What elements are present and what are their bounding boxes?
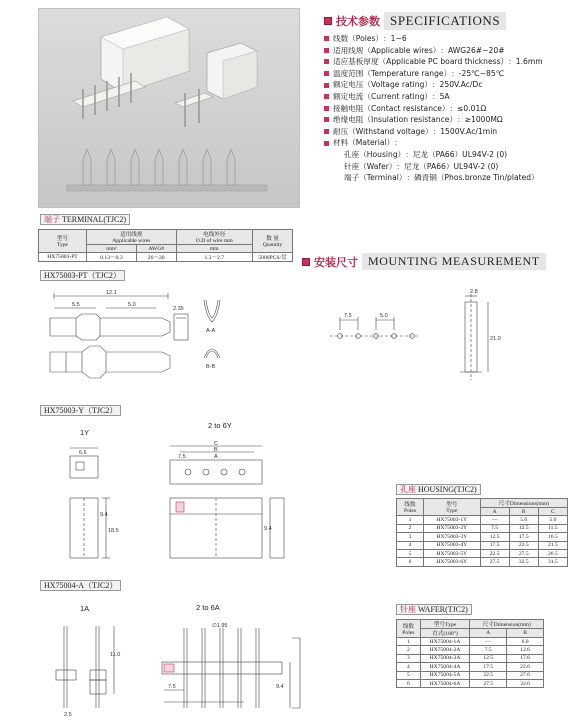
spec-item: 绝缘电阻（Insulation resistance） ：≥1000MΩ — [324, 114, 574, 126]
section-text: A-A — [206, 328, 216, 334]
y-label: HX75003-Y（TJC2） — [40, 405, 121, 416]
dim-text: 2.35 — [173, 306, 184, 312]
product-photo — [38, 8, 300, 208]
housing-y-drawing — [60, 440, 290, 570]
spec-item: 材料（Material） ： — [324, 137, 574, 149]
dim-text: 5.5 — [72, 302, 80, 308]
dim-text: ∅1.95 — [212, 623, 228, 629]
pt-label: HX75003-PT（TJC2） — [40, 270, 125, 281]
dim-text: 18.5 — [108, 528, 119, 534]
bullet-icon — [324, 117, 329, 122]
mounting-header — [302, 253, 546, 270]
table-row: 1 HX75004-1A — 6.0 — [397, 638, 544, 646]
bullet-icon — [324, 94, 329, 99]
material-item: 针座（Wafer） ：尼龙（PA66）UL94V-2 (0) — [344, 161, 499, 171]
wafer-table: 线数 Poles 型号Type 尺寸Dimension(mm) 直式(180°) A B 1 HX75004-1A — 6.0 2 HX75004-2A 7.5 12.6 3 HX75004-3A 12.5 17.6 4 HX75004-4A 17.5 22.6 5 HX75004-5A 22.5 27.6 6 HX75004-6A 27.5 32.6 — [396, 619, 544, 688]
section-marker-icon — [324, 17, 332, 25]
dim-text: 2.5 — [64, 712, 72, 718]
two-to-six-y-label: 2 to 6Y — [208, 421, 232, 430]
dim-text: B — [214, 447, 218, 453]
dim-text: 7.5 — [168, 684, 176, 690]
bullet-icon — [324, 83, 329, 88]
dim-text: A — [214, 454, 218, 460]
table-row: 2 HX75003-2Y 7.5 12.5 11.5 — [397, 524, 568, 532]
specifications-title-zh: 技术参数 — [336, 15, 380, 28]
housing-tag: 孔座 HOUSING(TJC2) — [396, 484, 481, 495]
bullet-icon — [324, 129, 329, 134]
material-item: 端子（Terminal） ：磷青铜（Phos.bronze Tin/plated） — [344, 173, 539, 183]
section-text: B-B — [206, 364, 216, 370]
dim-text: 9.4 — [276, 684, 284, 690]
spec-item: 适应基板厚度（Applicable PC board thickness） ：1.6mm — [324, 56, 574, 68]
spec-item: 适用线规（Applicable wires） ：AWG26#~20# — [324, 45, 574, 57]
spec-item: 耐压（Withstand voltage） ：1500V.Ac/1min — [324, 126, 574, 138]
bullet-icon — [324, 71, 329, 76]
dim-text: 2.8 — [470, 289, 478, 295]
table-row: 4 HX75004-4A 17.5 22.6 — [397, 663, 544, 671]
a-label: HX75004-A（TJC2） — [40, 580, 121, 591]
bullet-icon — [324, 106, 329, 111]
spec-item: 额定电流（Current rating） ：5A — [324, 91, 574, 103]
bullet-icon — [324, 141, 329, 146]
one-a-label: 1A — [80, 604, 90, 613]
table-row: 1 HX75003-1Y — 5.6 5.0 — [397, 516, 568, 524]
spec-item: 温度范围（Temperature range） ：-25℃~85℃ — [324, 68, 574, 80]
dim-text: 9.4 — [100, 512, 108, 518]
terminal-pt-drawing — [36, 288, 236, 388]
dim-text: C — [214, 441, 218, 447]
two-to-six-a-label: 2 to 6A — [196, 603, 220, 612]
spec-item: 线数（Poles） ：1~6 — [324, 33, 574, 45]
bullet-icon — [324, 48, 329, 53]
mounting-title-en: MOUNTING MEASUREMENT — [362, 253, 546, 270]
one-y-label: 1Y — [80, 428, 90, 437]
spec-item: 接触电阻（Contact resistance） ：≤0.01Ω — [324, 103, 574, 115]
wafer-a-drawing — [44, 618, 314, 720]
bullet-icon — [324, 36, 329, 41]
wafer-tag: 针座 WAFER(TJC2) — [396, 604, 472, 615]
material-item: 孔座（Housing） ：尼龙（PA66）UL94V-2 (0) — [344, 149, 508, 159]
terminal-tag: 端子 TERMINAL(TJC2) — [40, 214, 130, 225]
table-row: 6 HX75004-6A 27.5 32.6 — [397, 679, 544, 687]
dim-text: 6.6 — [79, 450, 87, 456]
dim-text: 21.0 — [490, 336, 501, 342]
dim-text: 7.5 — [178, 454, 186, 460]
table-row: 5 HX75004-5A 22.5 27.6 — [397, 671, 544, 679]
specifications-list — [324, 33, 574, 184]
dim-text: 5.0 — [380, 313, 388, 319]
terminal-table: 型号 Type 适用线规 Applicable wires 电线外径 O.D of wire mm 数 量 Quantity mm² AWG# mm HX75003-PT 0.13～0.3 26～20 1.3～2.7 5000PCS/盘 — [38, 229, 293, 262]
table-row: 2 HX75004-2A 7.5 12.6 — [397, 646, 544, 654]
dim-text: 9.4 — [264, 526, 272, 532]
specifications-header — [324, 12, 506, 30]
table-row: 4 HX75003-4Y 17.5 22.5 21.5 — [397, 541, 568, 549]
dim-text: 11.0 — [110, 652, 121, 658]
specifications-title-en: SPECIFICATIONS — [384, 12, 506, 30]
mounting-drawing — [320, 284, 520, 384]
section-marker-icon — [302, 258, 310, 266]
table-row: 6 HX75003-6Y 27.5 32.5 31.5 — [397, 558, 568, 566]
dim-text: 12.1 — [106, 290, 117, 296]
mounting-title-zh: 安装尺寸 — [314, 255, 358, 269]
table-row: HX75003-PT 0.13～0.3 26～20 1.3～2.7 5000PCS/盘 — [39, 253, 293, 262]
table-row: 5 HX75003-5Y 22.5 27.5 26.5 — [397, 549, 568, 557]
table-row: 3 HX75004-3A 12.5 17.6 — [397, 654, 544, 662]
spec-item: 额定电压（Voltage rating） ：250V.Ac/Dc — [324, 79, 574, 91]
connector-photo-illustration — [39, 9, 301, 209]
housing-table: 线数 Poles 型号 Type 尺寸Dimensions(mm) A B C 1 HX75003-1Y — 5.6 5.0 2 HX75003-2Y 7.5 12.5 11.5 3 HX75003-3Y 12.5 17.5 16.5 4 HX75003-4Y 17.5 22.5 21.5 5 HX75003-5Y 22.5 27.5 26.5 6 HX75003-6Y 27.5 32.5 31.5 — [396, 498, 568, 567]
dim-text: 7.5 — [344, 313, 352, 319]
bullet-icon — [324, 59, 329, 64]
dim-text: 5.0 — [128, 302, 136, 308]
table-row: 3 HX75003-3Y 12.5 17.5 16.5 — [397, 533, 568, 541]
